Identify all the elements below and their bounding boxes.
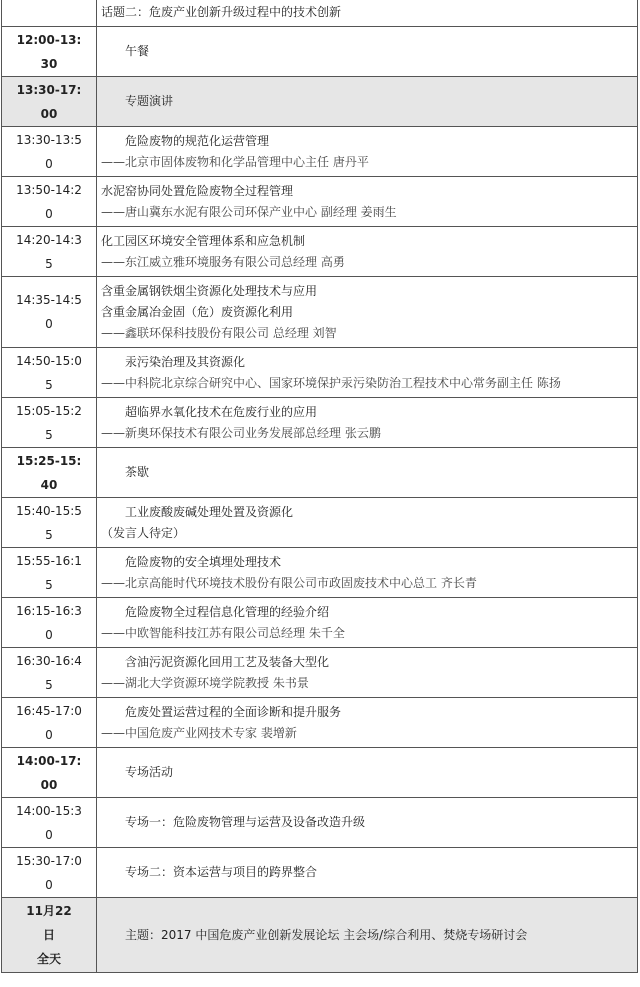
time-cell bbox=[2, 398, 97, 447]
time-text: 12:00-13: bbox=[16, 32, 82, 47]
session-title: 话题二：危废产业创新升级过程中的技术创新 bbox=[101, 5, 342, 19]
content-cell bbox=[97, 277, 637, 347]
content-cell bbox=[97, 698, 637, 747]
time-text: 15:55-16:1 bbox=[16, 553, 82, 568]
content-cell bbox=[97, 748, 637, 797]
time-text: 14:35-14:5 bbox=[16, 293, 82, 307]
speaker-line: ——中国危废产业网技术专家 裴增新 bbox=[101, 725, 297, 740]
time-cell bbox=[2, 648, 97, 697]
time-text: 5 bbox=[45, 677, 53, 692]
time-text: 0 bbox=[45, 627, 53, 642]
content-cell bbox=[97, 898, 637, 972]
session-title: 化工园区环境安全管理体系和应急机制 bbox=[101, 233, 306, 248]
time-text: 13:30-13:5 bbox=[16, 132, 82, 147]
content-cell bbox=[97, 398, 637, 447]
time-text: 11月22 bbox=[26, 904, 72, 918]
session-title: 专场活动 bbox=[125, 765, 174, 779]
content-cell bbox=[97, 27, 637, 76]
schedule-row bbox=[1, 397, 638, 448]
time-text: 14:20-14:3 bbox=[16, 232, 82, 247]
schedule-row bbox=[1, 647, 638, 698]
time-text: 15:30-17:0 bbox=[16, 853, 82, 868]
time-text: 全天 bbox=[36, 952, 61, 966]
speaker-line: ——新奥环保技术有限公司业务发展部总经理 张云鹏 bbox=[101, 425, 381, 440]
time-text: 0 bbox=[45, 877, 53, 892]
time-text: 13:30-17: bbox=[16, 82, 82, 97]
session-title: 含重金属冶金固（危）废资源化利用 bbox=[101, 304, 294, 319]
session-title: 危险废物的安全填埋处理技术 bbox=[125, 554, 282, 569]
schedule-row bbox=[1, 547, 638, 598]
speaker-line: ——北京市固体废物和化学品管理中心主任 唐丹平 bbox=[101, 154, 369, 169]
session-title: 危险废物的规范化运营管理 bbox=[125, 133, 270, 148]
content-cell bbox=[97, 648, 637, 697]
content-cell bbox=[97, 227, 637, 276]
schedule-row bbox=[1, 597, 638, 648]
content-cell bbox=[97, 548, 637, 597]
speaker-line: ——唐山冀东水泥有限公司环保产业中心 副经理 姜雨生 bbox=[101, 204, 397, 219]
time-text: 0 bbox=[45, 827, 53, 842]
time-text: 0 bbox=[45, 156, 53, 171]
time-text: 15:05-15:2 bbox=[16, 403, 82, 418]
time-text: 0 bbox=[45, 727, 53, 742]
time-cell bbox=[2, 498, 97, 547]
schedule-row bbox=[1, 226, 638, 277]
time-text: 15:40-15:5 bbox=[16, 503, 82, 518]
time-cell bbox=[2, 177, 97, 226]
time-text: 14:50-15:0 bbox=[16, 353, 82, 368]
content-cell bbox=[97, 798, 637, 847]
schedule-row bbox=[1, 126, 638, 177]
time-text: 16:30-16:4 bbox=[16, 653, 82, 668]
session-title: 水泥窑协同处置危险废物全过程管理 bbox=[101, 183, 294, 198]
schedule-row bbox=[1, 176, 638, 227]
time-text: 16:45-17:0 bbox=[16, 703, 82, 718]
schedule-row bbox=[1, 276, 638, 348]
speaker-line: ——湖北大学资源环境学院教授 朱书景 bbox=[101, 675, 309, 690]
time-cell bbox=[2, 27, 97, 76]
time-text: 13:50-14:2 bbox=[16, 182, 82, 197]
schedule-row bbox=[1, 0, 638, 27]
schedule-row bbox=[1, 847, 638, 898]
time-text: 日 bbox=[42, 928, 55, 942]
session-title: 专场一：危险废物管理与运营及设备改造升级 bbox=[125, 815, 366, 829]
time-text: 5 bbox=[45, 577, 53, 592]
time-text: 5 bbox=[45, 256, 53, 271]
schedule-row bbox=[1, 347, 638, 398]
time-text: 00 bbox=[40, 777, 58, 792]
speaker-line: ——鑫联环保科技股份有限公司 总经理 刘智 bbox=[101, 325, 337, 340]
time-cell bbox=[2, 348, 97, 397]
time-text: 5 bbox=[45, 427, 53, 442]
session-title: 茶歇 bbox=[125, 465, 150, 479]
content-cell bbox=[97, 127, 637, 176]
session-title: 汞污染治理及其资源化 bbox=[125, 354, 246, 369]
schedule-table bbox=[1, 0, 638, 973]
time-text: 5 bbox=[45, 527, 53, 542]
speaker-line: ——中科院北京综合研究中心、国家环境保护汞污染防治工程技术中心常务副主任 陈扬 bbox=[101, 375, 561, 390]
content-cell bbox=[97, 177, 637, 226]
time-text: 30 bbox=[40, 56, 58, 71]
time-cell bbox=[2, 0, 97, 26]
session-title: 工业废酸废碱处理处置及资源化 bbox=[125, 504, 294, 519]
time-cell bbox=[2, 598, 97, 647]
time-cell bbox=[2, 798, 97, 847]
session-title: 专场二：资本运营与项目的跨界整合 bbox=[125, 865, 318, 879]
session-title: 含重金属钢铁烟尘资源化处理技术与应用 bbox=[101, 283, 318, 298]
session-title: 危废处置运营过程的全面诊断和提升服务 bbox=[125, 704, 342, 719]
time-text: 15:25-15: bbox=[16, 453, 82, 468]
time-cell bbox=[2, 77, 97, 126]
time-text: 40 bbox=[40, 477, 58, 492]
schedule-row bbox=[1, 497, 638, 548]
schedule-row bbox=[1, 747, 638, 798]
content-cell bbox=[97, 598, 637, 647]
content-cell bbox=[97, 348, 637, 397]
content-cell bbox=[97, 77, 637, 126]
schedule-row bbox=[1, 897, 638, 973]
speaker-line: ——中欧智能科技江苏有限公司总经理 朱千全 bbox=[101, 625, 345, 640]
time-text: 5 bbox=[45, 377, 53, 392]
content-cell bbox=[97, 498, 637, 547]
time-text: 0 bbox=[45, 317, 53, 331]
schedule-row bbox=[1, 797, 638, 848]
time-text: 0 bbox=[45, 206, 53, 221]
schedule-row bbox=[1, 26, 638, 77]
time-cell bbox=[2, 448, 97, 497]
content-cell bbox=[97, 448, 637, 497]
content-cell bbox=[97, 0, 637, 26]
time-text: 14:00-15:3 bbox=[16, 803, 82, 818]
session-title: 含油污泥资源化回用工艺及装备大型化 bbox=[125, 654, 330, 669]
time-cell bbox=[2, 548, 97, 597]
time-cell bbox=[2, 277, 97, 347]
session-title: 危险废物全过程信息化管理的经验介绍 bbox=[125, 604, 330, 619]
schedule-row bbox=[1, 76, 638, 127]
time-cell bbox=[2, 848, 97, 897]
time-cell bbox=[2, 227, 97, 276]
time-cell bbox=[2, 898, 97, 972]
session-title: 主题：2017 中国危废产业创新发展论坛 主会场/综合利用、焚烧专场研讨会 bbox=[125, 927, 528, 942]
time-cell bbox=[2, 127, 97, 176]
time-text: 14:00-17: bbox=[16, 753, 82, 768]
time-cell bbox=[2, 748, 97, 797]
speaker-line: ——北京高能时代环境技术股份有限公司市政固废技术中心总工 齐长青 bbox=[101, 575, 477, 590]
time-text: 00 bbox=[40, 106, 58, 121]
schedule-row bbox=[1, 697, 638, 748]
session-title: 专题演讲 bbox=[125, 94, 174, 108]
content-cell bbox=[97, 848, 637, 897]
time-cell bbox=[2, 698, 97, 747]
session-title: （发言人待定） bbox=[101, 525, 186, 540]
session-title: 超临界水氧化技术在危废行业的应用 bbox=[125, 404, 318, 419]
time-text: 16:15-16:3 bbox=[16, 603, 82, 618]
speaker-line: ——东江威立雅环境服务有限公司总经理 高勇 bbox=[101, 254, 345, 269]
session-title: 午餐 bbox=[125, 44, 150, 58]
schedule-row bbox=[1, 447, 638, 498]
